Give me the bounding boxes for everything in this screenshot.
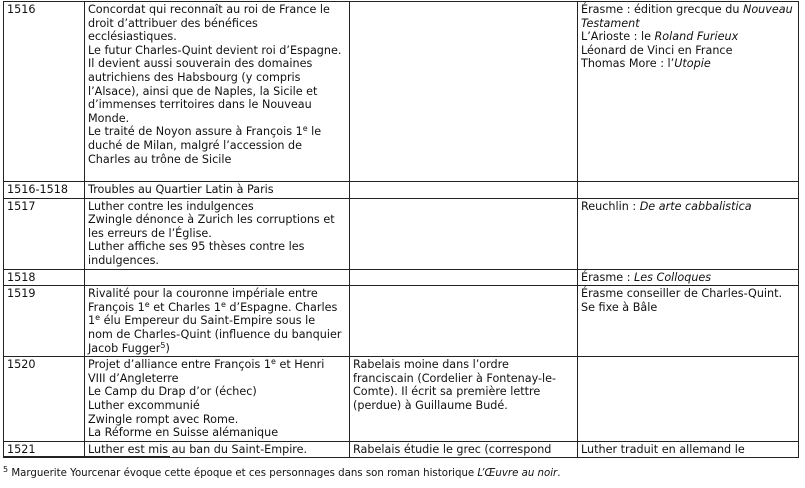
year-cell (4, 198, 85, 269)
text-segment: Monde. (88, 111, 130, 125)
rabelais-cell (350, 441, 578, 458)
culture-cell-line (581, 57, 794, 71)
events-cell-line (88, 426, 345, 440)
superscript: e (302, 124, 308, 134)
events-cell-line (88, 44, 345, 58)
text-segment: Luther affiche ses 95 thèses contre les (88, 240, 305, 254)
events-cell-line (88, 30, 345, 44)
events-cell (85, 286, 350, 357)
footnote-number: 5 (3, 465, 9, 474)
text-segment: les erreurs de l’Église. (88, 226, 212, 240)
text-segment: Luther traduit en allemand le (581, 442, 745, 456)
events-cell-line (88, 342, 345, 356)
text-segment: Érasme : (581, 270, 635, 284)
culture-cell (578, 182, 799, 199)
year-label: 1521 (7, 442, 36, 456)
text-segment: Luther contre les indulgences (88, 199, 254, 213)
text-segment: franciscain (Cordelier à Fontenay-le- (353, 371, 557, 385)
events-cell-line (88, 183, 345, 197)
events-cell (85, 182, 350, 199)
events-cell-line (88, 287, 345, 301)
events-cell-line (88, 385, 345, 399)
table-row (4, 269, 799, 286)
events-cell-line (88, 358, 345, 372)
text-segment: droit d’attribuer des bénéfices (88, 16, 258, 30)
text-segment: et Charles 1 (149, 300, 221, 314)
footnote-end: . (557, 468, 561, 479)
superscript: 5 (160, 340, 166, 350)
text-segment: Érasme conseiller de Charles-Quint. (581, 287, 783, 301)
culture-cell-line (581, 301, 794, 315)
text-segment: Le futur Charles-Quint devient roi d’Espagne. (88, 43, 342, 57)
text-segment: VIII d’Angleterre (88, 371, 179, 385)
text-segment: Luther est mis au ban du Saint-Empire. (88, 442, 308, 456)
text-segment: Jacob Fugger (88, 341, 161, 355)
events-cell-line (88, 314, 345, 328)
events-cell-line (88, 17, 345, 31)
text-segment: Thomas More : l’ (581, 57, 675, 71)
superscript: e (144, 299, 150, 309)
culture-cell-line (581, 271, 794, 285)
table-row (4, 286, 799, 357)
superscript: e (220, 299, 226, 309)
text-segment: Érasme : édition grecque du (581, 3, 743, 16)
year-label: 1520 (7, 358, 36, 372)
text-segment: le (307, 125, 322, 139)
text-segment: autrichiens des Habsbourg (y compris (88, 70, 301, 84)
text-segment: Reuchlin : (581, 199, 640, 213)
year-cell (4, 182, 85, 199)
text-segment: Léonard de Vinci en France (581, 43, 733, 57)
culture-cell-line (581, 30, 794, 44)
text-segment: et Henri (275, 358, 325, 372)
text-segment: 1 (88, 314, 96, 328)
italic-title: Roland Furieux (654, 30, 739, 44)
culture-cell (578, 198, 799, 269)
culture-cell-line (581, 200, 794, 214)
italic-title: Testament (581, 16, 640, 30)
text-segment: d’immenses territoires dans le Nouveau (88, 98, 312, 112)
events-cell (85, 357, 350, 442)
culture-cell-line (581, 17, 794, 31)
events-cell-line (88, 153, 345, 167)
events-cell (85, 269, 350, 286)
text-segment: Rabelais moine dans l’ordre (353, 358, 509, 372)
events-cell-line (88, 413, 345, 427)
events-cell-line (88, 443, 345, 457)
text-segment: ecclésiastiques. (88, 30, 177, 44)
italic-title: Les Colloques (634, 270, 712, 284)
year-label: 1518 (7, 270, 36, 284)
events-cell-line (88, 227, 345, 241)
text-segment: Le traité de Noyon assure à François 1 (88, 125, 303, 139)
events-cell-line (88, 372, 345, 386)
events-cell (85, 198, 350, 269)
text-segment: François 1 (88, 300, 145, 314)
text-segment: Charles au trône de Sicile (88, 152, 232, 166)
events-cell (85, 2, 350, 182)
year-cell (4, 2, 85, 182)
table-row (4, 2, 799, 182)
rabelais-cell-line (353, 399, 573, 413)
text-segment: Projet d’alliance entre François 1 (88, 358, 271, 372)
events-cell-line (88, 200, 345, 214)
text-segment: (perdue) à Guillaume Budé. (353, 398, 508, 412)
events-cell-line (88, 301, 345, 315)
text-segment: d’Espagne. Charles (225, 300, 338, 314)
events-cell-line (88, 71, 345, 85)
culture-cell (578, 441, 799, 458)
culture-cell-line (581, 443, 794, 457)
footnote-text: Marguerite Yourcenar évoque cette époque et ces personnages dans son roman historique (8, 468, 478, 479)
table-row (4, 182, 799, 199)
year-label: 1516 (7, 3, 36, 16)
events-cell-line (88, 85, 345, 99)
year-label: 1516-1518 (7, 183, 68, 196)
italic-title: Utopie (674, 57, 711, 71)
rabelais-cell (350, 357, 578, 442)
year-cell (4, 269, 85, 286)
rabelais-cell-line (353, 385, 573, 399)
table-row (4, 198, 799, 269)
text-segment: Il devient aussi souverain des domaines (88, 57, 313, 71)
events-cell-line (88, 399, 345, 413)
events-cell-line (88, 57, 345, 71)
text-segment: Zwingle rompt avec Rome. (88, 412, 239, 426)
text-segment: Troubles au Quartier Latin à Paris (88, 183, 274, 196)
text-segment: nom de Charles-Quint (influence du banquier (88, 327, 342, 341)
text-segment: Concordat qui reconnaît au roi de France le (88, 3, 330, 16)
superscript: e (95, 313, 101, 323)
text-segment: l’Alsace), ainsi que de Naples, la Sicile et (88, 84, 318, 98)
year-label: 1519 (7, 287, 36, 301)
rabelais-cell (350, 182, 578, 199)
events-cell-line (88, 125, 345, 139)
table-row (4, 357, 799, 442)
events-cell-line (88, 240, 345, 254)
rabelais-cell (350, 198, 578, 269)
rabelais-cell (350, 286, 578, 357)
events-cell-line (88, 139, 345, 153)
culture-cell-line (581, 287, 794, 301)
text-segment: élu Empereur du Saint-Empire sous le (100, 314, 316, 328)
events-cell-line (88, 213, 345, 227)
rabelais-cell-line (353, 358, 573, 372)
culture-cell-line (581, 44, 794, 58)
text-segment: Comte). Il écrit sa première lettre (353, 385, 541, 399)
text-segment: indulgences. (88, 253, 159, 267)
text-segment: Zwingle dénonce à Zurich les corruptions et (88, 213, 335, 227)
text-segment: duché de Milan, malgré l’accession de (88, 138, 303, 152)
events-cell-line (88, 254, 345, 268)
rabelais-cell (350, 2, 578, 182)
rabelais-cell-line (353, 443, 573, 457)
text-segment: Rivalité pour la couronne impériale entre (88, 287, 318, 301)
events-cell-line (88, 112, 345, 126)
chronology-body (4, 2, 799, 458)
text-segment: L’Arioste : le (581, 30, 655, 44)
events-cell-line (88, 328, 345, 342)
culture-cell (578, 269, 799, 286)
footnote-title: L’Œuvre au noir (477, 468, 558, 479)
year-cell (4, 357, 85, 442)
culture-cell-line (581, 3, 794, 17)
culture-cell (578, 2, 799, 182)
culture-cell (578, 286, 799, 357)
text-segment: Le Camp du Drap d’or (échec) (88, 385, 257, 399)
year-cell (4, 286, 85, 357)
italic-title: De arte cabbalistica (639, 199, 752, 213)
rabelais-cell (350, 269, 578, 286)
footnote (3, 465, 561, 479)
italic-title: Nouveau (742, 3, 793, 16)
events-cell-line (88, 98, 345, 112)
year-label: 1517 (7, 199, 36, 213)
culture-cell (578, 357, 799, 442)
footnote-separator (3, 456, 170, 457)
text-segment: ) (165, 341, 170, 355)
chronology-table (3, 1, 799, 458)
events-cell-line (88, 3, 345, 17)
text-segment: Se fixe à Bâle (581, 300, 658, 314)
text-segment: Luther excommunié (88, 398, 200, 412)
text-segment: Rabelais étudie le grec (correspond (353, 442, 552, 456)
superscript: e (270, 357, 276, 367)
text-segment: La Réforme en Suisse alémanique (88, 426, 279, 440)
rabelais-cell-line (353, 372, 573, 386)
